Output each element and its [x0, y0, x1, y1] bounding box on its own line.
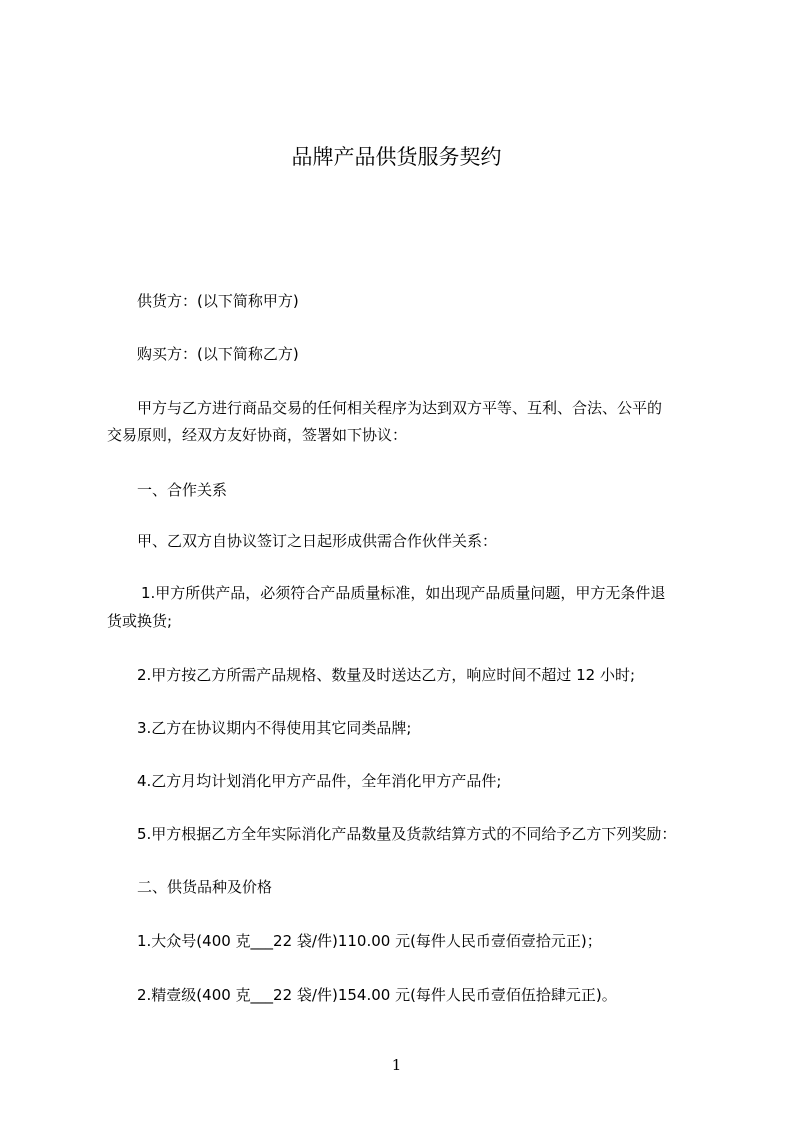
intro-paragraph-line2: 交易原则，经双方友好协商，签署如下协议： — [107, 426, 408, 444]
price-item-2: 2.精壹级(400 克___22 袋/件)154.00 元(每件人民币壹佰伍拾肆元正)。 — [137, 986, 617, 1004]
buyer-line: 购买方：(以下简称乙方) — [137, 345, 299, 363]
section1-lead: 甲、乙双方自协议签订之日起形成供需合作伙伴关系： — [137, 532, 498, 550]
price-item-1: 1.大众号(400 克___22 袋/件)110.00 元(每件人民币壹佰壹拾元正)； — [137, 932, 602, 950]
supplier-line: 供货方：(以下简称甲方) — [137, 292, 299, 310]
clause2: 2.甲方按乙方所需产品规格、数量及时送达乙方，响应时间不超过 12 小时; — [137, 666, 635, 684]
section1-heading: 一、合作关系 — [137, 481, 228, 499]
clause4: 4.乙方月均计划消化甲方产品件，全年消化甲方产品件; — [137, 772, 502, 790]
clause5: 5.甲方根据乙方全年实际消化产品数量及货款结算方式的不同给予乙方下列奖励： — [137, 825, 677, 843]
document-title: 品牌产品供货服务契约 — [291, 145, 502, 169]
clause1-line1: 1.甲方所供产品，必须符合产品质量标准，如出现产品质量问题，甲方无条件退 — [141, 584, 666, 602]
page-number: 1 — [391, 1056, 402, 1074]
clause1-line2: 货或换货; — [107, 612, 173, 630]
clause3: 3.乙方在协议期内不得使用其它同类品牌; — [137, 719, 412, 737]
intro-paragraph-line1: 甲方与乙方进行商品交易的任何相关程序为达到双方平等、互利、合法、公平的 — [137, 399, 663, 417]
section2-heading: 二、供货品种及价格 — [137, 878, 273, 896]
